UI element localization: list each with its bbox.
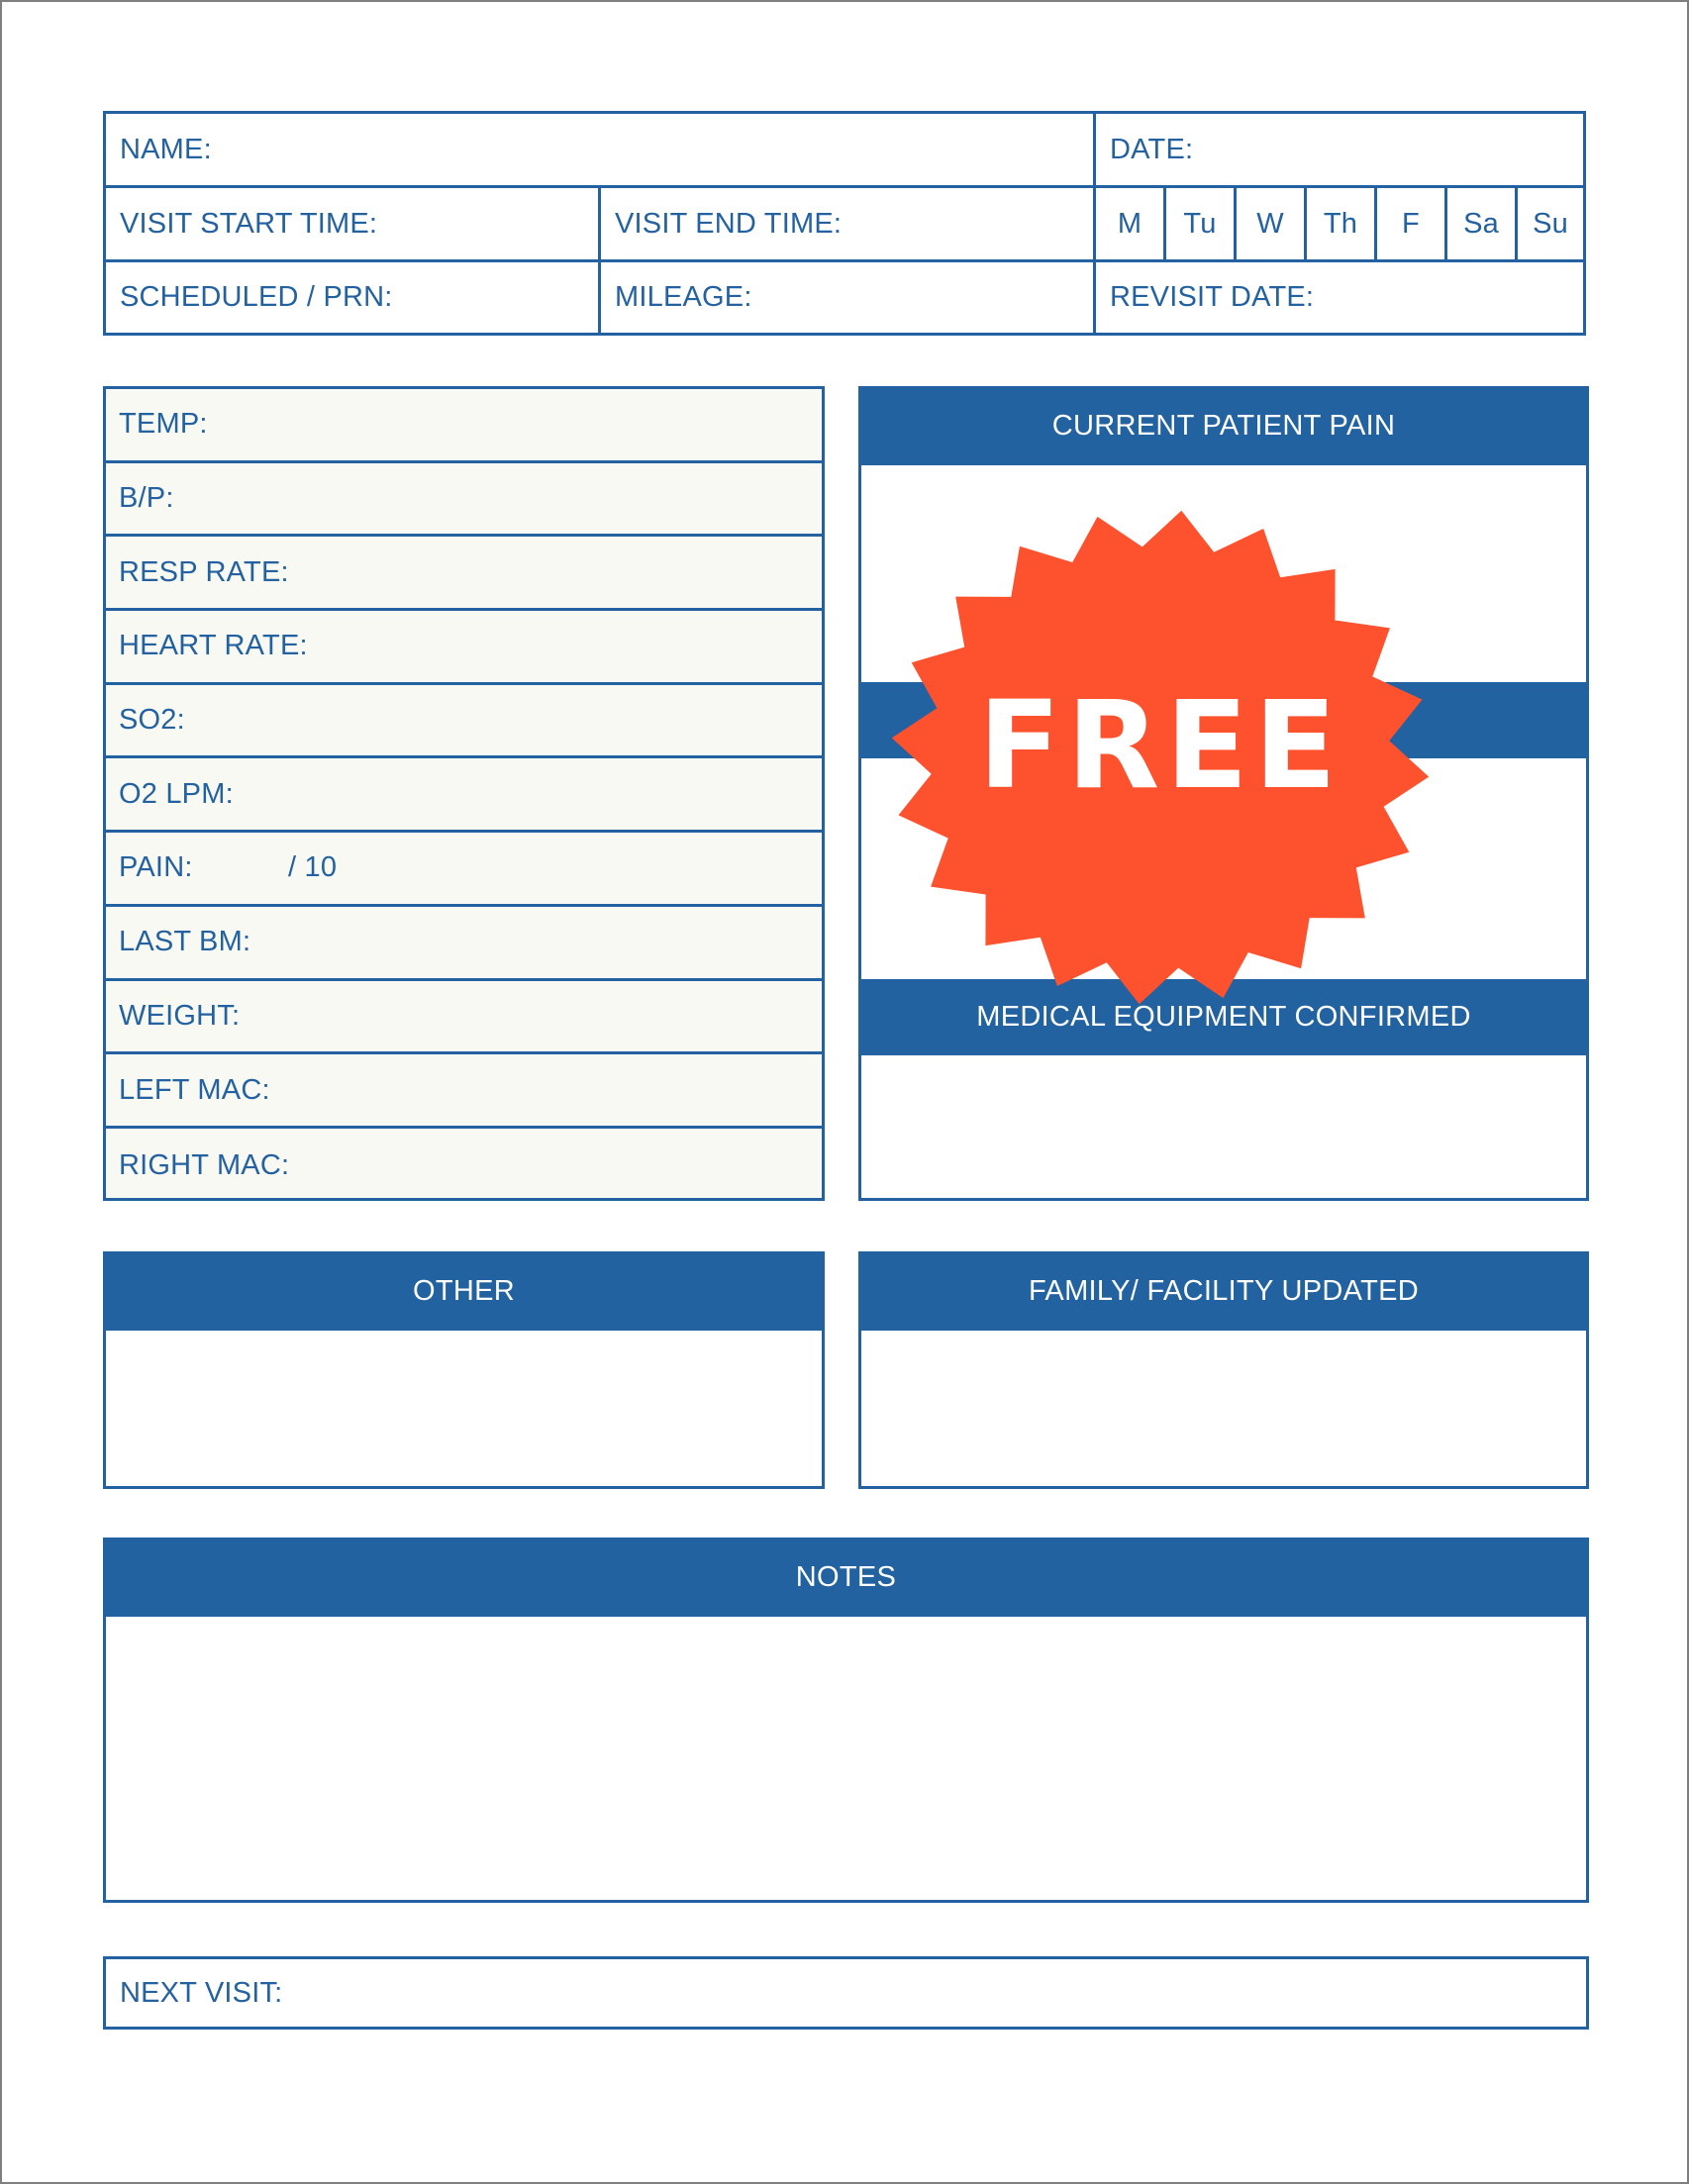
day-label: Th [1323, 207, 1358, 240]
day-label: W [1256, 207, 1284, 240]
vital-label: LEFT MAC: [119, 1073, 270, 1106]
revisit-date-field[interactable] [1093, 259, 1586, 336]
vital-label: O2 LPM: [119, 777, 234, 810]
date-field[interactable] [1093, 111, 1586, 188]
vital-label: RIGHT MAC: [119, 1148, 290, 1181]
mileage-field[interactable] [598, 259, 1096, 336]
vital-row-right-mac[interactable] [106, 1129, 822, 1203]
other-panel [103, 1251, 825, 1489]
badge-text: FREE [978, 675, 1342, 816]
vital-label: WEIGHT: [119, 999, 241, 1032]
visit-start-label: VISIT START TIME: [120, 207, 378, 240]
notes-header: NOTES [103, 1538, 1589, 1617]
day-saturday[interactable] [1444, 185, 1518, 262]
vital-row-last-bm[interactable] [106, 907, 822, 981]
vital-row-pain[interactable] [106, 833, 822, 907]
vital-label: PAIN: [119, 851, 193, 884]
starburst-icon [891, 510, 1431, 1005]
vital-row-bp[interactable] [106, 463, 822, 538]
family-facility-area[interactable] [861, 1331, 1586, 1486]
equipment-header: MEDICAL EQUIPMENT CONFIRMED [858, 979, 1589, 1055]
vital-row-heart-rate[interactable] [106, 611, 822, 685]
day-thursday[interactable] [1304, 185, 1377, 262]
vital-row-left-mac[interactable] [106, 1054, 822, 1129]
day-sunday[interactable] [1515, 185, 1586, 262]
name-field[interactable] [103, 111, 1096, 188]
other-header: OTHER [103, 1251, 825, 1331]
day-label: M [1117, 207, 1143, 240]
visit-start-field[interactable] [103, 185, 601, 262]
vital-label: TEMP: [119, 408, 208, 441]
vitals-table [103, 386, 825, 1201]
day-friday[interactable] [1374, 185, 1447, 262]
day-monday[interactable] [1093, 185, 1166, 262]
notes-area[interactable] [106, 1617, 1586, 1900]
pain-header: CURRENT PATIENT PAIN [858, 386, 1589, 465]
vital-label: HEART RATE: [119, 630, 308, 662]
day-tuesday[interactable] [1163, 185, 1237, 262]
vital-row-weight[interactable] [106, 981, 822, 1055]
mileage-label: MILEAGE: [615, 281, 752, 313]
family-facility-panel [858, 1251, 1589, 1489]
free-badge [891, 510, 1431, 1005]
vital-label: SO2: [119, 704, 185, 737]
next-visit-label: NEXT VISIT: [120, 1976, 283, 2009]
vital-label: B/P: [119, 482, 174, 515]
day-label: Tu [1183, 207, 1217, 240]
day-label: Sa [1463, 207, 1499, 240]
date-label: DATE: [1110, 133, 1194, 165]
vital-row-temp[interactable] [106, 389, 822, 463]
equipment-area[interactable] [861, 1055, 1586, 1198]
vital-row-so2[interactable] [106, 685, 822, 759]
day-label: Su [1533, 207, 1568, 240]
name-label: NAME: [120, 133, 212, 165]
scheduled-prn-label: SCHEDULED / PRN: [120, 281, 393, 313]
vital-label: RESP RATE: [119, 555, 289, 588]
pain-scale-suffix: / 10 [288, 851, 338, 884]
scheduled-prn-field[interactable] [103, 259, 601, 336]
other-area[interactable] [106, 1331, 822, 1486]
notes-panel [103, 1538, 1589, 1903]
family-facility-header: FAMILY/ FACILITY UPDATED [858, 1251, 1589, 1331]
visit-end-label: VISIT END TIME: [615, 207, 843, 240]
vital-label: LAST BM: [119, 926, 251, 958]
vital-row-o2-lpm[interactable] [106, 758, 822, 833]
visit-end-field[interactable] [598, 185, 1096, 262]
vital-row-resp-rate[interactable] [106, 537, 822, 611]
revisit-date-label: REVISIT DATE: [1110, 281, 1315, 313]
day-label: F [1402, 207, 1420, 240]
next-visit-field[interactable] [103, 1956, 1589, 2030]
day-wednesday[interactable] [1234, 185, 1307, 262]
